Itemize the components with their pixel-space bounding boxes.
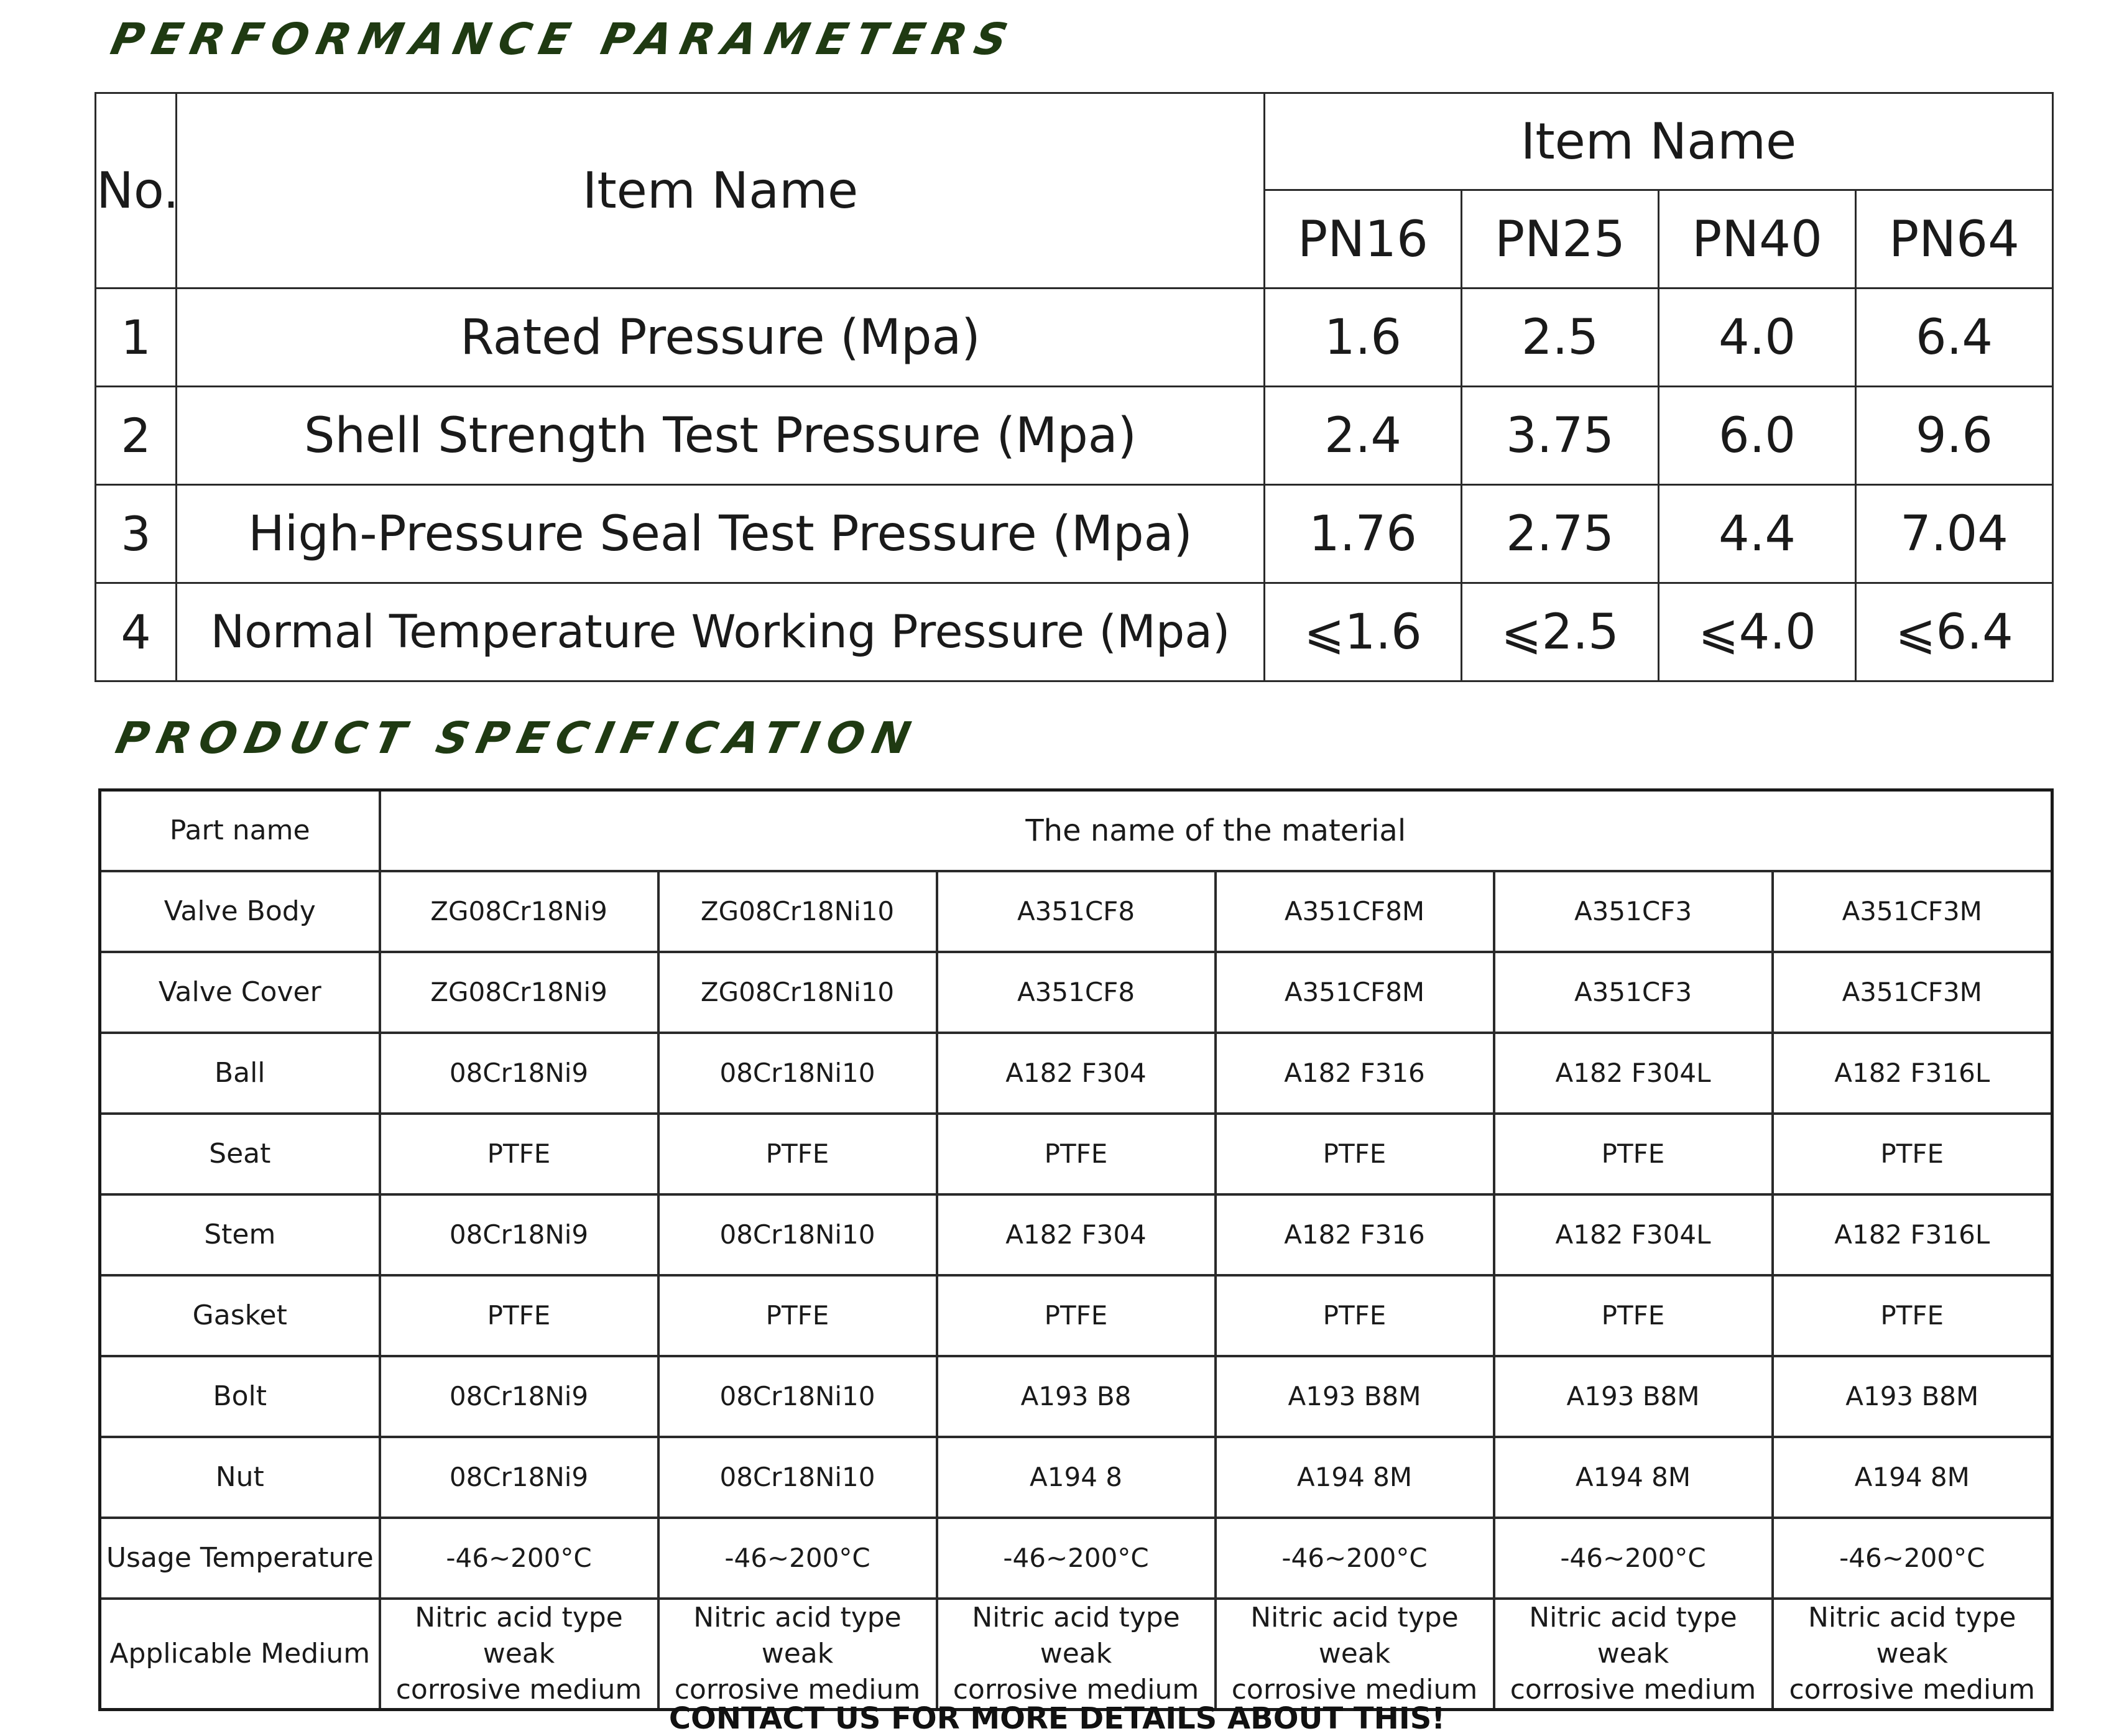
grade-group-header: Item Name <box>1265 93 2053 190</box>
material-cell: -46~200°C <box>380 1518 658 1599</box>
grade-header: PN64 <box>1856 190 2053 289</box>
medium-line-2: corrosive medium <box>1231 1673 1478 1706</box>
specification-title: PRODUCT SPECIFICATION <box>111 713 924 764</box>
value-cell: ⩽4.0 <box>1659 583 1856 681</box>
medium-cell <box>380 1599 658 1710</box>
material-cell: -46~200°C <box>937 1518 1216 1599</box>
material-cell: A194 8M <box>1773 1437 2052 1518</box>
value-cell: 1.6 <box>1265 289 1462 387</box>
material-cell: 08Cr18Ni10 <box>658 1033 937 1114</box>
material-cell: A182 F316L <box>1773 1033 2052 1114</box>
material-cell: A351CF8 <box>937 871 1216 952</box>
value-cell: ⩽6.4 <box>1856 583 2053 681</box>
medium-line-1: Nitric acid type weak <box>1808 1601 2016 1669</box>
material-cell: -46~200°C <box>1216 1518 1494 1599</box>
part-name: Stem <box>100 1194 380 1275</box>
table-row <box>96 387 2053 485</box>
table-row <box>100 1437 2052 1518</box>
medium-line-1: Nitric acid type weak <box>972 1601 1180 1669</box>
row-number: 4 <box>96 583 177 681</box>
material-cell: A194 8 <box>937 1437 1216 1518</box>
material-cell: A351CF3 <box>1494 871 1773 952</box>
material-cell: -46~200°C <box>1494 1518 1773 1599</box>
table-row <box>100 1194 2052 1275</box>
material-cell: ZG08Cr18Ni10 <box>658 871 937 952</box>
material-name-header: The name of the material <box>380 790 2052 871</box>
value-cell: 1.76 <box>1265 485 1462 583</box>
part-name: Ball <box>100 1033 380 1114</box>
material-cell: PTFE <box>1773 1275 2052 1356</box>
table-row <box>96 289 2053 387</box>
material-cell: PTFE <box>1773 1114 2052 1194</box>
medium-line-2: corrosive medium <box>395 1673 642 1706</box>
material-cell: 08Cr18Ni9 <box>380 1194 658 1275</box>
table-row <box>96 583 2053 681</box>
table-row <box>100 1518 2052 1599</box>
table-row <box>100 1275 2052 1356</box>
table-row <box>100 1356 2052 1437</box>
medium-line-2: corrosive medium <box>1789 1673 2036 1706</box>
material-cell: PTFE <box>1494 1275 1773 1356</box>
row-number: 2 <box>96 387 177 485</box>
material-cell: A193 B8M <box>1216 1356 1494 1437</box>
medium-line-1: Nitric acid type weak <box>693 1601 902 1669</box>
spec-header-row <box>100 790 2052 871</box>
value-cell: 6.4 <box>1856 289 2053 387</box>
row-number: 1 <box>96 289 177 387</box>
medium-line-1: Nitric acid type weak <box>1250 1601 1459 1669</box>
row-number: 3 <box>96 485 177 583</box>
material-cell: PTFE <box>658 1275 937 1356</box>
material-cell: A193 B8 <box>937 1356 1216 1437</box>
material-cell: A351CF3 <box>1494 952 1773 1033</box>
material-cell: ZG08Cr18Ni9 <box>380 871 658 952</box>
material-cell: A193 B8M <box>1494 1356 1773 1437</box>
item-name-header: Item Name <box>177 93 1265 289</box>
material-cell: PTFE <box>1494 1114 1773 1194</box>
specification-table <box>98 788 2054 1711</box>
value-cell: 6.0 <box>1659 387 1856 485</box>
grade-header: PN16 <box>1265 190 1462 289</box>
material-cell: 08Cr18Ni10 <box>658 1356 937 1437</box>
performance-table <box>95 92 2054 682</box>
part-name: Seat <box>100 1114 380 1194</box>
part-name: Nut <box>100 1437 380 1518</box>
medium-line-2: corrosive medium <box>953 1673 1199 1706</box>
material-cell: A351CF3M <box>1773 871 2052 952</box>
part-name-header: Part name <box>100 790 380 871</box>
value-cell: 4.0 <box>1659 289 1856 387</box>
material-cell: A182 F304L <box>1494 1194 1773 1275</box>
part-name: Usage Temperature <box>100 1518 380 1599</box>
material-cell: A182 F316 <box>1216 1033 1494 1114</box>
material-cell: A351CF8M <box>1216 871 1494 952</box>
medium-cell <box>937 1599 1216 1710</box>
item-name: Rated Pressure (Mpa) <box>177 289 1265 387</box>
value-cell: ⩽1.6 <box>1265 583 1462 681</box>
value-cell: 2.5 <box>1462 289 1659 387</box>
material-cell: A351CF3M <box>1773 952 2052 1033</box>
contact-footer: CONTACT US FOR MORE DETAILS ABOUT THIS! <box>668 1701 1446 1736</box>
material-cell: PTFE <box>1216 1114 1494 1194</box>
table-row <box>100 871 2052 952</box>
medium-cell <box>1773 1599 2052 1710</box>
value-cell: 2.4 <box>1265 387 1462 485</box>
material-cell: PTFE <box>380 1275 658 1356</box>
part-name: Valve Body <box>100 871 380 952</box>
material-cell: 08Cr18Ni9 <box>380 1033 658 1114</box>
material-cell: 08Cr18Ni10 <box>658 1437 937 1518</box>
material-cell: PTFE <box>937 1114 1216 1194</box>
material-cell: PTFE <box>1216 1275 1494 1356</box>
value-cell: 9.6 <box>1856 387 2053 485</box>
grade-header: PN25 <box>1462 190 1659 289</box>
table-row <box>100 1033 2052 1114</box>
material-cell: 08Cr18Ni9 <box>380 1437 658 1518</box>
medium-cell <box>1216 1599 1494 1710</box>
material-cell: A182 F316L <box>1773 1194 2052 1275</box>
part-name: Gasket <box>100 1275 380 1356</box>
material-cell: A194 8M <box>1216 1437 1494 1518</box>
material-cell: A182 F304L <box>1494 1033 1773 1114</box>
table-row <box>100 1599 2052 1710</box>
material-cell: ZG08Cr18Ni10 <box>658 952 937 1033</box>
material-cell: PTFE <box>658 1114 937 1194</box>
material-cell: A351CF8M <box>1216 952 1494 1033</box>
value-cell: 7.04 <box>1856 485 2053 583</box>
material-cell: PTFE <box>937 1275 1216 1356</box>
table-row <box>100 952 2052 1033</box>
medium-line-1: Nitric acid type weak <box>415 1601 623 1669</box>
material-cell: ZG08Cr18Ni9 <box>380 952 658 1033</box>
value-cell: ⩽2.5 <box>1462 583 1659 681</box>
value-cell: 2.75 <box>1462 485 1659 583</box>
material-cell: A182 F304 <box>937 1033 1216 1114</box>
material-cell: PTFE <box>380 1114 658 1194</box>
material-cell: 08Cr18Ni9 <box>380 1356 658 1437</box>
value-cell: 3.75 <box>1462 387 1659 485</box>
medium-line-2: corrosive medium <box>674 1673 921 1706</box>
medium-cell <box>1494 1599 1773 1710</box>
material-cell: 08Cr18Ni10 <box>658 1194 937 1275</box>
medium-line-2: corrosive medium <box>1510 1673 1756 1706</box>
item-name: High-Pressure Seal Test Pressure (Mpa) <box>177 485 1265 583</box>
material-cell: A194 8M <box>1494 1437 1773 1518</box>
grade-header: PN40 <box>1659 190 1856 289</box>
part-name: Applicable Medium <box>100 1599 380 1710</box>
material-cell: -46~200°C <box>1773 1518 2052 1599</box>
material-cell: A351CF8 <box>937 952 1216 1033</box>
performance-title: PERFORMANCE PARAMETERS <box>106 14 1021 65</box>
table-row <box>100 1114 2052 1194</box>
medium-line-1: Nitric acid type weak <box>1529 1601 1737 1669</box>
material-cell: A193 B8M <box>1773 1356 2052 1437</box>
part-name: Bolt <box>100 1356 380 1437</box>
material-cell: A182 F304 <box>937 1194 1216 1275</box>
item-name: Normal Temperature Working Pressure (Mpa) <box>177 583 1265 681</box>
value-cell: 4.4 <box>1659 485 1856 583</box>
material-cell: -46~200°C <box>658 1518 937 1599</box>
medium-cell <box>658 1599 937 1710</box>
no-header: No. <box>96 93 177 289</box>
material-cell: A182 F316 <box>1216 1194 1494 1275</box>
table-row <box>96 485 2053 583</box>
part-name: Valve Cover <box>100 952 380 1033</box>
item-name: Shell Strength Test Pressure (Mpa) <box>177 387 1265 485</box>
